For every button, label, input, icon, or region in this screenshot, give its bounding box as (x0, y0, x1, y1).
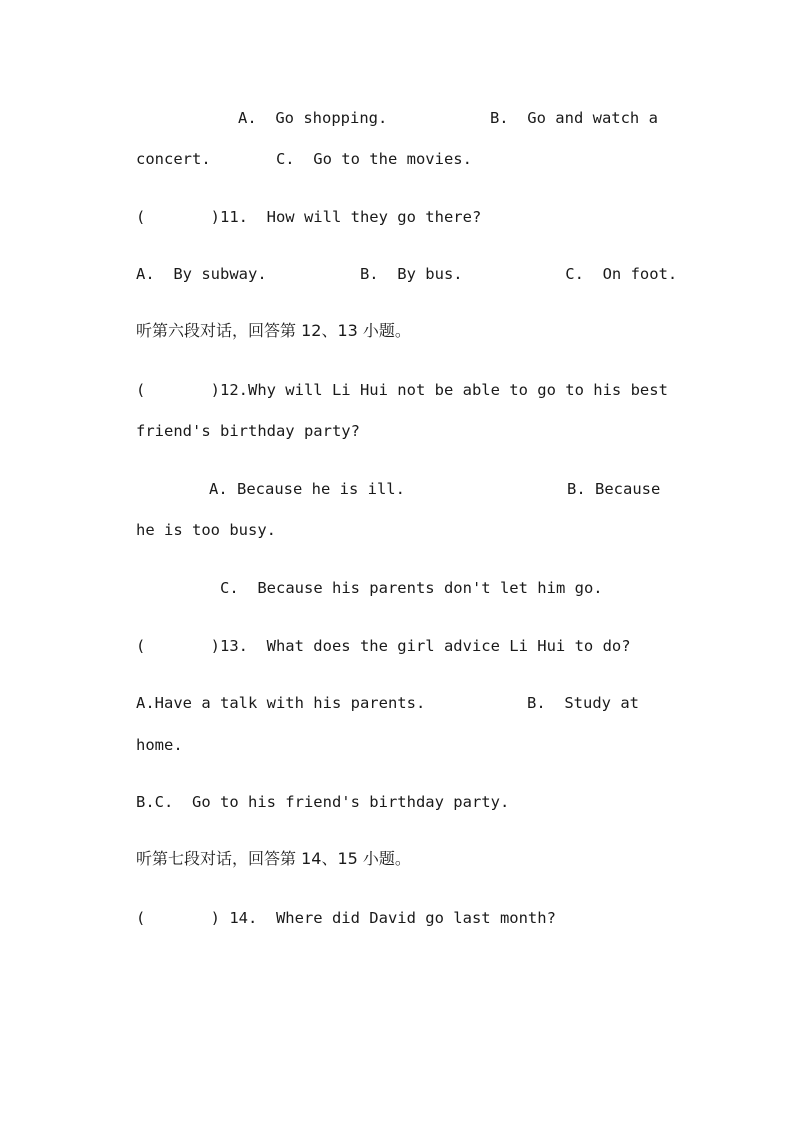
question-11: ( )11. How will they go there? (136, 208, 482, 226)
question-12-line-1: ( )12.Why will Li Hui not be able to go to his best (136, 381, 668, 399)
section-7-instruction: 听第七段对话，回答第 14、15 小题。 (136, 849, 411, 868)
q10-options-line-2: concert. C. Go to the movies. (136, 150, 472, 168)
question-14: ( ) 14. Where did David go last month? (136, 909, 556, 927)
q12-option-a: A. Because he is ill. (209, 480, 405, 498)
q13-option-a: A.Have a talk with his parents. (136, 694, 426, 712)
q12-option-c: C. Because his parents don't let him go. (220, 579, 603, 597)
section-6-instruction: 听第六段对话，回答第 12、13 小题。 (136, 321, 411, 340)
q12-option-b-start: B. Because (567, 480, 661, 498)
q12-option-b-end: he is too busy. (136, 521, 276, 539)
q10-options-line-1: A. Go shopping. B. Go and watch a (238, 109, 658, 127)
question-13: ( )13. What does the girl advice Li Hui to do? (136, 637, 631, 655)
question-12-line-2: friend's birthday party? (136, 422, 360, 440)
q13-option-b-start: B. Study at (527, 694, 639, 712)
q13-option-c: B.C. Go to his friend's birthday party. (136, 793, 510, 811)
q13-option-b-end: home. (136, 736, 183, 754)
q11-options: A. By subway. B. By bus. C. On foot. (136, 265, 678, 283)
